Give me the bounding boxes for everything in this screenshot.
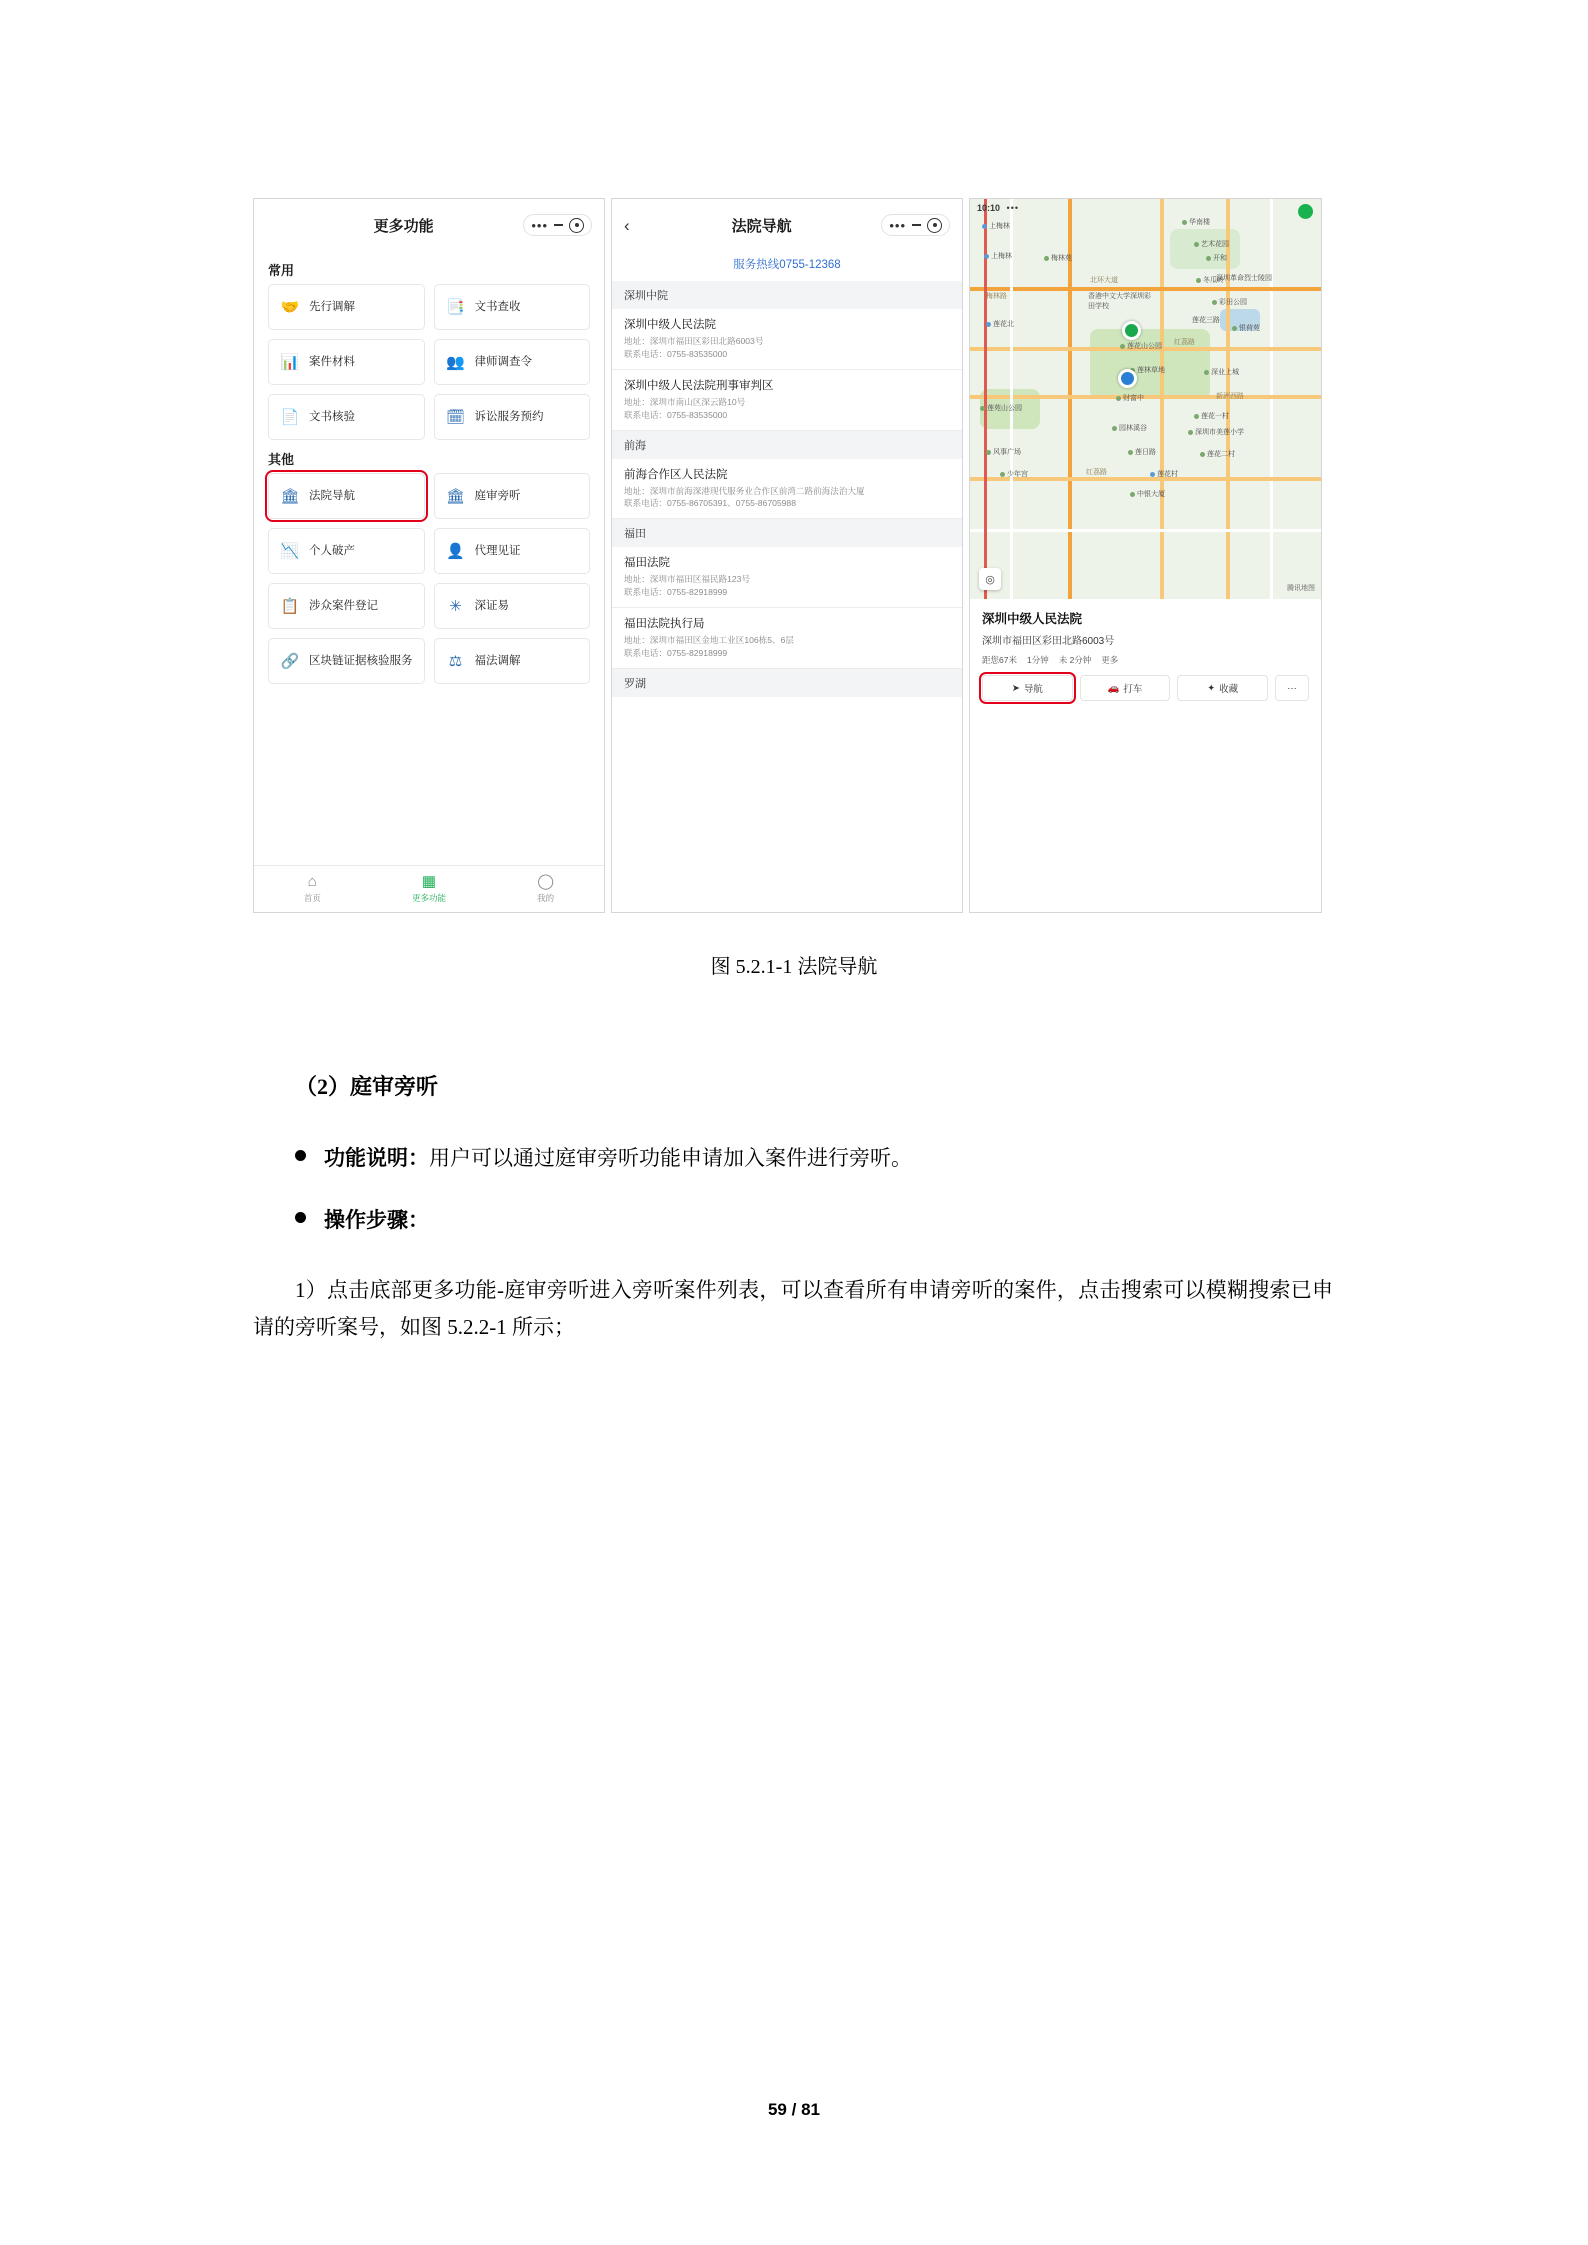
bullet-text: 用户可以通过庭审旁听功能申请加入案件进行旁听。 — [429, 1146, 912, 1170]
court-list-item[interactable] — [612, 309, 962, 370]
court-address: 地址：深圳市福田区金地工业区106栋5、6层 — [624, 635, 794, 646]
status-bar — [977, 203, 1019, 213]
function-label: 深证易 — [474, 599, 509, 612]
user-icon: ◯ — [537, 873, 555, 890]
court-list-item[interactable] — [612, 547, 962, 608]
function-cell-document-verify[interactable] — [268, 394, 425, 440]
map-poi[interactable]: 莲花山公园 — [1120, 341, 1162, 351]
lawyer-order-icon: 👥 — [446, 354, 465, 371]
function-label: 个人破产 — [309, 544, 355, 557]
more-dots-icon[interactable]: ••• — [889, 217, 906, 233]
bullet-dot-icon — [295, 1212, 306, 1223]
map-road-label: 红荔路 — [1174, 339, 1195, 346]
service-hotline[interactable]: 服务热线0755-12368 — [733, 259, 841, 271]
map-poi[interactable]: 上梅林 — [984, 251, 1012, 261]
map-poi[interactable]: 深圳市美莲小学 — [1188, 427, 1244, 437]
map-poi[interactable]: 冬瓜岭 — [1196, 275, 1224, 285]
figure-court-navigation — [253, 198, 1328, 913]
function-cell-appointment[interactable] — [434, 394, 591, 440]
page-separator: / — [791, 2100, 797, 2119]
bullet-label: 操作步骤： — [324, 1208, 429, 1232]
map-poi[interactable]: 莲花三路 — [1192, 317, 1220, 324]
status-dots-icon: ••• — [1006, 203, 1019, 213]
blockchain-icon: 🔗 — [280, 653, 300, 670]
function-label: 文书查收 — [474, 300, 521, 313]
court-address: 地址：深圳市福田区福民路123号 — [624, 574, 751, 585]
function-cell-case-material[interactable] — [268, 339, 425, 385]
bottom-tab-bar — [254, 865, 604, 912]
map-road-label: 新洲西路 — [1216, 393, 1244, 400]
phone-screenshot-map-detail — [969, 198, 1322, 913]
map-poi[interactable]: 莲苑山公园 — [980, 403, 1022, 413]
taxi-button[interactable] — [1080, 675, 1171, 701]
court-address: 地址：深圳市南山区深云路10号 — [624, 396, 746, 407]
function-label: 庭审旁听 — [474, 489, 521, 502]
document-verify-icon: 📄 — [280, 409, 300, 426]
place-actions — [982, 675, 1309, 701]
map-poi[interactable]: 彩田公园 — [1212, 297, 1247, 307]
place-meta — [982, 654, 1309, 666]
map-poi[interactable]: 园林溪谷 — [1112, 423, 1147, 433]
handshake-icon: 🤝 — [280, 299, 300, 316]
phone-a-title: 更多功能 — [373, 217, 434, 235]
road — [970, 395, 1321, 399]
case-material-icon: 📊 — [280, 354, 300, 371]
star-icon: ✦ — [1207, 682, 1216, 694]
more-link[interactable]: 更多 — [1101, 655, 1119, 665]
phone-b-header — [612, 199, 962, 251]
locate-icon[interactable]: ◎ — [979, 568, 1001, 590]
mediation-icon: ⚖ — [448, 653, 463, 670]
function-grid-common — [254, 284, 604, 440]
mass-case-icon: 📋 — [280, 598, 300, 615]
function-cell-evidence[interactable] — [434, 583, 591, 629]
court-phone: 联系电话：0755-82918999 — [624, 648, 728, 659]
map-road-label: 北环大道 — [1090, 277, 1118, 284]
function-cell-court-navigation[interactable] — [268, 473, 425, 519]
section-heading-common: 常用 — [268, 263, 295, 278]
phone-b-title: 法院导航 — [731, 217, 792, 235]
walk-duration-info: 1分钟 — [1026, 655, 1049, 665]
map-poi[interactable]: 深业上城 — [1204, 367, 1239, 377]
tab-home[interactable] — [254, 866, 371, 912]
function-cell-document-receive[interactable] — [434, 284, 591, 330]
function-cell-lawyer-order[interactable] — [434, 339, 591, 385]
document-receive-icon: 📑 — [446, 299, 465, 316]
place-info-panel — [970, 599, 1321, 701]
grid-icon: ▦ — [421, 873, 437, 890]
function-label: 案件材料 — [309, 355, 355, 368]
more-actions-button[interactable] — [1275, 675, 1309, 701]
court-hearing-icon: 🏛 — [445, 488, 466, 505]
favorite-button[interactable] — [1177, 675, 1268, 701]
map-poi[interactable]: 风事广场 — [986, 447, 1021, 457]
court-list-item[interactable] — [612, 608, 962, 669]
tab-label: 首页 — [303, 893, 321, 903]
map-poi[interactable]: 财富中 — [1116, 393, 1144, 403]
action-label: 打车 — [1123, 684, 1143, 695]
bullet-operation-steps — [295, 1204, 429, 1234]
function-cell-bankruptcy[interactable] — [268, 528, 425, 574]
action-label: 收藏 — [1219, 684, 1239, 695]
court-phone: 联系电话：0755-86705391、0755-86705988 — [624, 498, 796, 509]
paragraph-text: 1）点击底部更多功能-庭审旁听进入旁听案件列表，可以查看所有申请旁听的案件，点击搜索可以模糊搜索已申请的旁听案号，如图 5.2.2-1 所示； — [253, 1278, 1333, 1339]
function-label: 律师调查令 — [474, 355, 532, 368]
court-name: 福田法院 — [624, 557, 670, 570]
function-label: 福法调解 — [474, 654, 521, 667]
tab-label: 更多功能 — [412, 893, 447, 903]
map-poi[interactable]: 华南楼 — [1182, 217, 1210, 227]
function-label: 代理见证 — [474, 544, 521, 557]
court-phone: 联系电话：0755-83535000 — [624, 348, 728, 359]
function-cell-mediation-fufa[interactable] — [434, 638, 591, 684]
map-poi[interactable]: 深圳革命烈士陵园 — [1216, 275, 1272, 282]
page-footer — [0, 2100, 1588, 2120]
back-chevron-icon[interactable]: ‹ — [624, 215, 630, 235]
bankruptcy-icon: 📉 — [280, 543, 300, 560]
map-poi[interactable]: 香港中文大学深圳彩田学校 — [1088, 293, 1151, 310]
figure-caption: 图 5.2.1-1 法院导航 — [710, 956, 878, 978]
status-time: 10:10 — [977, 203, 1001, 213]
court-group-header: 福田 — [612, 519, 962, 547]
road — [970, 529, 1321, 532]
bullet-label: 功能说明： — [324, 1146, 429, 1170]
section-heading: （2）庭审旁听 — [295, 1074, 439, 1099]
witness-icon: 👤 — [446, 543, 465, 560]
function-label: 文书核验 — [309, 410, 355, 423]
distance-info: 距您67米 — [982, 655, 1017, 665]
court-group-header: 前海 — [612, 431, 962, 459]
court-address: 地址：深圳市前海深港现代服务业合作区前湾二路前海法治大厦 — [624, 485, 865, 496]
map-road-label: 梅林路 — [986, 293, 1007, 300]
court-list-item[interactable] — [612, 459, 962, 520]
road — [1160, 199, 1164, 599]
phone-screenshot-court-list — [611, 198, 963, 913]
drive-duration-info: 未 2分钟 — [1058, 655, 1092, 665]
map-poi[interactable]: 莲花村 — [1150, 469, 1178, 479]
court-group-header: 罗湖 — [612, 669, 962, 697]
court-name: 福田法院执行局 — [624, 618, 705, 631]
map-poi[interactable]: 梅林苑 — [1044, 253, 1072, 263]
map-poi[interactable]: 莲花二村 — [1200, 449, 1235, 459]
current-page-number: 59 — [767, 2100, 787, 2119]
court-list-item[interactable] — [612, 370, 962, 431]
place-address: 深圳市福田区彩田北路6003号 — [982, 636, 1115, 647]
function-grid-other — [254, 473, 604, 684]
mini-program-capsule[interactable] — [881, 214, 950, 236]
map-poi[interactable]: 银荷苑 — [1232, 323, 1260, 333]
map-poi[interactable]: 开和 — [1206, 253, 1227, 263]
mini-program-capsule[interactable] — [523, 214, 592, 236]
tab-label: 我的 — [537, 893, 555, 903]
taxi-icon: 🚗 — [1107, 682, 1120, 694]
function-label: 法院导航 — [309, 489, 355, 502]
map-poi[interactable]: 少年宫 — [1000, 469, 1028, 479]
evidence-icon: ✳ — [449, 598, 462, 615]
action-label: 导航 — [1023, 684, 1043, 695]
more-dots-icon[interactable]: ••• — [531, 217, 548, 233]
function-cell-court-hearing[interactable] — [434, 473, 591, 519]
home-icon: ⌂ — [307, 873, 317, 890]
map-view[interactable] — [970, 199, 1321, 599]
function-label: 区块链证据核验服务 — [309, 654, 413, 667]
close-circle-icon[interactable] — [569, 218, 584, 233]
road — [1270, 199, 1273, 599]
court-group-header: 深圳中院 — [612, 281, 962, 309]
function-cell-mass-case[interactable] — [268, 583, 425, 629]
map-poi[interactable]: 莲花一村 — [1194, 411, 1229, 421]
bullet-function-description — [295, 1142, 912, 1172]
navigate-button[interactable] — [982, 675, 1073, 701]
court-phone: 联系电话：0755-83535000 — [624, 409, 728, 420]
body-paragraph — [253, 1272, 1333, 1346]
map-poi[interactable]: 莲日路 — [1128, 447, 1156, 457]
map-badge-icon[interactable] — [1298, 204, 1313, 219]
map-attribution: 腾讯地图 — [1287, 585, 1315, 592]
close-circle-icon[interactable] — [927, 218, 942, 233]
section-heading-other: 其他 — [268, 452, 295, 467]
total-page-number: 81 — [801, 2100, 821, 2119]
minimize-icon[interactable] — [554, 224, 563, 226]
function-cell-mediation-first[interactable] — [268, 284, 425, 330]
tab-mine[interactable] — [487, 866, 604, 912]
function-cell-blockchain[interactable] — [268, 638, 425, 684]
appointment-icon: 🗓 — [445, 409, 466, 426]
tab-more-functions[interactable] — [371, 866, 488, 912]
phone-screenshot-more-functions — [253, 198, 605, 913]
map-marker-current-location[interactable] — [1118, 369, 1137, 388]
court-navigation-icon: 🏛 — [280, 488, 300, 505]
map-poi[interactable]: 中银大厦 — [1130, 489, 1165, 499]
more-icon: ··· — [1287, 682, 1297, 694]
function-label: 涉众案件登记 — [309, 599, 378, 612]
phone-a-header — [254, 199, 604, 251]
map-marker-selected[interactable] — [1122, 321, 1141, 340]
map-poi[interactable]: 莲林草地 — [1130, 365, 1165, 375]
map-road-label: 红荔路 — [1086, 469, 1107, 476]
function-label: 诉讼服务预约 — [474, 410, 544, 423]
map-poi[interactable]: 莲花北 — [986, 319, 1014, 329]
court-phone: 联系电话：0755-82918999 — [624, 587, 728, 598]
function-label: 先行调解 — [309, 300, 355, 313]
court-name: 深圳中级人民法院刑事审判区 — [624, 379, 774, 392]
court-address: 地址：深圳市福田区彩田北路6003号 — [624, 336, 764, 346]
court-name: 前海合作区人民法院 — [624, 468, 728, 481]
navigate-icon: ➤ — [1011, 682, 1020, 694]
minimize-icon[interactable] — [912, 224, 921, 226]
map-poi[interactable]: 艺术花园 — [1194, 239, 1229, 249]
place-name: 深圳中级人民法院 — [982, 612, 1083, 626]
map-poi[interactable]: 上梅林 — [982, 221, 1010, 231]
function-cell-witness[interactable] — [434, 528, 591, 574]
bullet-dot-icon — [295, 1150, 306, 1161]
court-name: 深圳中级人民法院 — [624, 319, 716, 331]
